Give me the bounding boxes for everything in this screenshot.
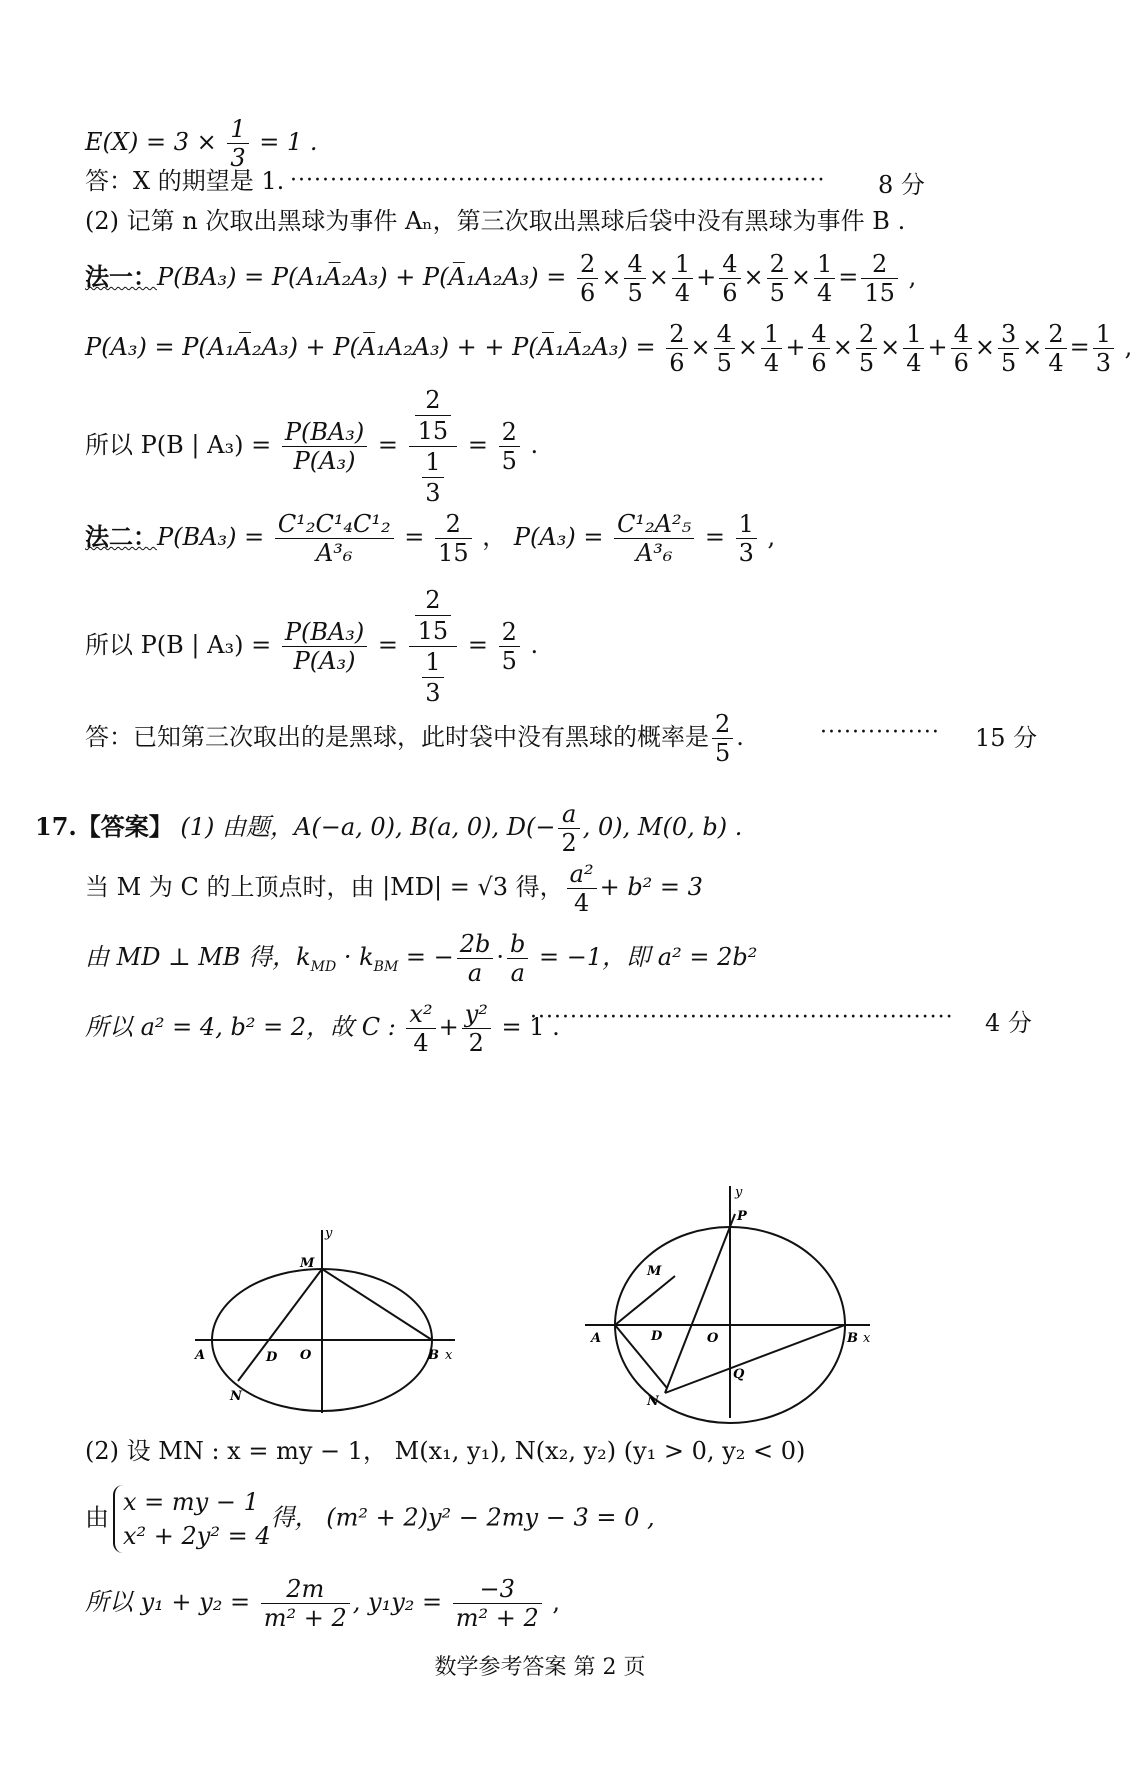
fraction: $\frac{1}{4}$ (761, 320, 782, 377)
pa3-fractions: $\frac{2}{6}$ × $\frac{4}{5}$ × $\frac{1}{4}$ + $\frac{4}{6}$ × $\frac{2}{5}$ × $\frac{1}{4}$ + $\frac{4}{6}$ × $\frac{3}{5}$ × $\frac{2}{4}$ = $\frac{1}{3}$ (663, 333, 1117, 361)
svg-text:Q: Q (733, 1367, 745, 1382)
expectation-formula: E(X) = 3 × $\frac{1}{3}$ = 1 . (85, 115, 318, 172)
fraction: $\frac{2}{15}$ (861, 250, 898, 307)
fraction: $\frac{2}{6}$ (577, 250, 598, 307)
q17-part2-setup: (2) 设 MN : x = my − 1， M(x₁, y₁), N(x₂, y₂) (y₁ > 0, y₂ < 0) (85, 1437, 806, 1465)
svg-text:x: x (863, 1331, 871, 1346)
svg-text:O: O (300, 1348, 312, 1363)
svg-text:M: M (647, 1264, 662, 1279)
fraction: $\frac{4}{6}$ (719, 250, 740, 307)
dot-leader: ··································································· (290, 168, 826, 193)
method1-line: 法一：P(BA₃) = P(A₁A̅₂A₃) + P(A̅₁A₂A₃) = $\frac{2}{6}$ × $\frac{4}{5}$ × $\frac{1}{4}$ + $\frac{4}{6}$ × $\frac{2}{5}$ × $\frac{1}{4}$ = $\frac{2}{15}$ , (85, 250, 917, 307)
svg-text:B: B (428, 1348, 439, 1363)
svg-text:A: A (195, 1348, 206, 1363)
q17-perpendicular: 由 MD ⊥ MB 得，$k_{MD} \cdot k_{BM}$ = − $\frac{2b}{a}$ · $\frac{b}{a}$ = −1，即 a² = 2b² (85, 930, 758, 987)
fraction: $\frac{1}{4}$ (903, 320, 924, 377)
method1-pa3-line: P(A₃) = P(A₁A̅₂A₃) + P(A̅₁A₂A₃) + + P(A̅₁A̅₂A₃) = $\frac{2}{6}$ × $\frac{4}{5}$ × $\frac{1}{4}$ + $\frac{4}{6}$ × $\frac{2}{5}$ × $\frac{1}{4}$ + $\frac{4}{6}$ × $\frac{3}{5}$ × $\frac{2}{4}$ = $\frac{1}{3}$ , (85, 320, 1132, 377)
svg-text:P: P (737, 1209, 747, 1224)
method2-label: 法二： (85, 522, 157, 551)
svg-text:y: y (325, 1226, 333, 1241)
fraction: $\frac{2}{5}$ (856, 320, 877, 377)
fraction: $\frac{3}{5}$ (998, 320, 1019, 377)
svg-text:O: O (707, 1331, 719, 1346)
ellipse-figure-left (190, 1215, 480, 1415)
q17-part1: 17.【答案】 (1) 由题，A(−a, 0), B(a, 0), D(− $\frac{a}{2}$ , 0), M(0, b) . (35, 800, 743, 857)
score-15: 15 分 (975, 724, 1038, 752)
q17-system: 由 x = my − 1 x² + 2y² = 4 得， (m² + 2)y² − 2my − 3 = 0 , (85, 1485, 655, 1553)
conditional-prob-1: 所以 P(B | A₃) = $\frac{\text{P(BA₃)}}{\text{P(A₃)}}$ = $\frac{\frac{2}{15}}{\frac{1}{3}}$ = $\frac{2}{5}$ . (85, 386, 539, 507)
fraction: $\frac{4}{5}$ (714, 320, 735, 377)
ellipse-figure-right (585, 1180, 895, 1420)
part2-statement: (2) 记第 n 次取出黑球为事件 Aₙ，第三次取出黑球后袋中没有黑球为事件 B . (85, 207, 906, 235)
score-4: 4 分 (985, 1009, 1032, 1037)
page-footer: 数学参考答案 第 2 页 (434, 1655, 646, 1680)
fraction: $\frac{2}{4}$ (1045, 320, 1066, 377)
fraction: $\frac{1}{4}$ (672, 250, 693, 307)
dot-leader: ····················································· (530, 1005, 954, 1030)
q17-ellipse-equation: 所以 a² = 4, b² = 2，故 C : $\frac{\text{x²}}{4}$ + $\frac{\text{y²}}{2}$ = 1 . (85, 1000, 560, 1057)
fraction: $\frac{2}{6}$ (666, 320, 687, 377)
answer-probability: 答：已知第三次取出的是黑球，此时袋中没有黑球的概率是 $\frac{2}{5}$ . (85, 710, 744, 767)
score-8: 8 分 (878, 171, 925, 199)
fraction: $\frac{2}{5}$ (767, 250, 788, 307)
svg-text:x: x (445, 1348, 453, 1363)
svg-text:N: N (230, 1389, 242, 1404)
svg-text:D: D (266, 1350, 278, 1365)
svg-text:N: N (647, 1394, 659, 1409)
fraction: $\frac{4}{5}$ (624, 250, 645, 307)
svg-text:M: M (300, 1256, 315, 1271)
fraction: $\frac{4}{6}$ (951, 320, 972, 377)
q17-top-vertex: 当 M 为 C 的上顶点时，由 |MD| = √3 得， $\frac{\text{a²}}{4}$ + b² = 3 (85, 860, 703, 917)
svg-text:A: A (591, 1331, 602, 1346)
fraction: $\frac{1}{3}$ (1093, 320, 1114, 377)
method2-line: 法二：P(BA₃) = $\frac{\text{C¹₂C¹₄C¹₂}}{\text{A³₆}}$ = $\frac{2}{15}$ ， P(A₃) = $\frac{\text{C¹₂A²₅}}{\text{A³₆}}$ = $\frac{1}{3}$ , (85, 510, 776, 567)
fraction: $\frac{1}{4}$ (814, 250, 835, 307)
q17-vieta: 所以 y₁ + y₂ = $\frac{2m}{\text{m² + 2}}$ , y₁y₂ = $\frac{-3}{\text{m² + 2}}$ , (85, 1575, 561, 1632)
conditional-prob-2: 所以 P(B | A₃) = $\frac{\text{P(BA₃)}}{\text{P(A₃)}}$ = $\frac{\frac{2}{15}}{\frac{1}{3}}$ = $\frac{2}{5}$ . (85, 586, 539, 707)
answer-expectation: 答：X 的期望是 1. (85, 167, 285, 195)
method1-label: 法一： (85, 262, 157, 291)
q17-heading: 17.【答案】 (35, 812, 173, 841)
method1-fractions: $\frac{2}{6}$ × $\frac{4}{5}$ × $\frac{1}{4}$ + $\frac{4}{6}$ × $\frac{2}{5}$ × $\frac{1}{4}$ = $\frac{2}{15}$ (574, 263, 901, 291)
fraction: $\frac{4}{6}$ (808, 320, 829, 377)
svg-text:y: y (735, 1185, 743, 1200)
svg-text:D: D (651, 1329, 663, 1344)
svg-text:B: B (847, 1331, 858, 1346)
dot-leader: ··············· (820, 720, 940, 745)
